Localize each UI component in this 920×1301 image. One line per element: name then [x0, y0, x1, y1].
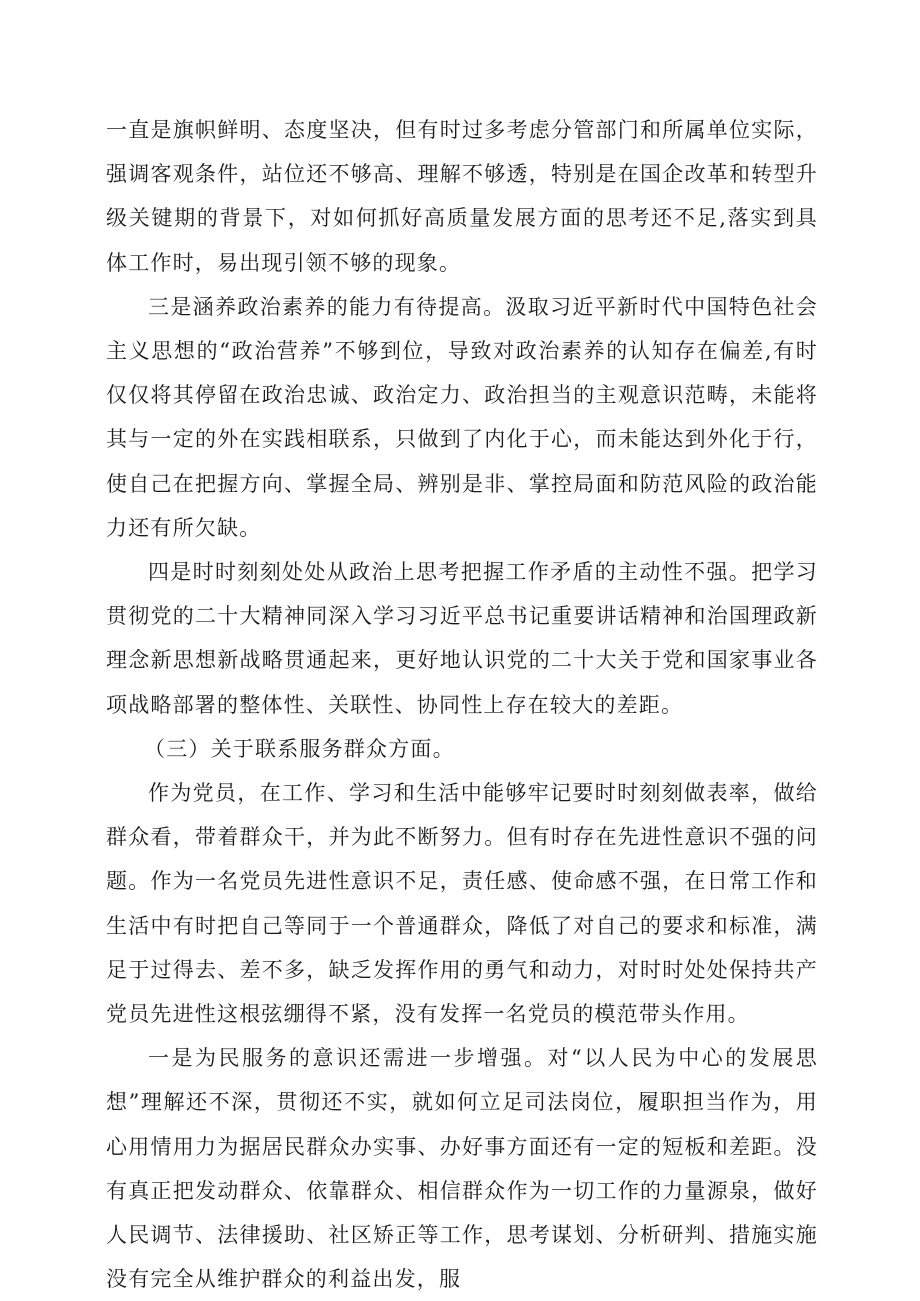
- paragraph-1: 一直是旗帜鲜明、态度坚决，但有时过多考虑分管部门和所属单位实际，强调客观条件，站位还不够高、理解不够透，特别是在国企改革和转型升级关键期的背景下，对如何抓好高质量发展方面的思考还不足,落实到具体工作时，易出现引领不够的现象。: [106, 118, 818, 275]
- paragraph-2: 三是涵养政治素养的能力有待提高。汲取习近平新时代中国特色社会主义思想的“政治营养”不够到位，导致对政治素养的认知存在偏差,有时仅仅将其停留在政治忠诚、政治定力、政治担当的主观意识范畴，未能将其与一定的外在实践相联系，只做到了内化于心，而未能达到外化于行，使自己在把握方向、掌握全局、辨别是非、掌控局面和防范风险的政治能力还有所欠缺。: [106, 294, 818, 540]
- paragraph-3: 四是时时刻刻处处从政治上思考把握工作矛盾的主动性不强。把学习贯彻党的二十大精神同深入学习习近平总书记重要讲话精神和治国理政新理念新思想新战略贯通起来，更好地认识党的二十大关于党和国家事业各项战略部署的整体性、关联性、协同性上存在较大的差距。: [106, 560, 818, 717]
- section-heading: （三）关于联系服务群众方面。: [144, 736, 455, 761]
- document-body: [106, 108, 818, 1301]
- paragraph-5: 作为党员，在工作、学习和生活中能够牢记要时时刻刻做表率，做给群众看，带着群众干，并为此不断努力。但有时存在先进性意识不强的问题。作为一名党员先进性意识不足，责任感、使命感不强，在日常工作和生活中有时把自己等同于一个普通群众，降低了对自己的要求和标准，满足于过得去、差不多，缺乏发挥作用的勇气和动力，对时时处处保持共产党员先进性这根弦绷得不紧，没有发挥一名党员的模范带头作用。: [106, 781, 818, 1027]
- paragraph-6: 一是为民服务的意识还需进一步增强。对“以人民为中心的发展思想”理解还不深，贯彻还不实，就如何立足司法岗位，履职担当作为，用心用情用力为据居民群众办实事、办好事方面还有一定的短板和差距。没有真正把发动群众、依靠群众、相信群众作为一切工作的力量源泉，做好人民调节、法律援助、社区矫正等工作，思考谋划、分析研判、措施实施没有完全从维护群众的利益出发，服: [106, 1046, 818, 1292]
